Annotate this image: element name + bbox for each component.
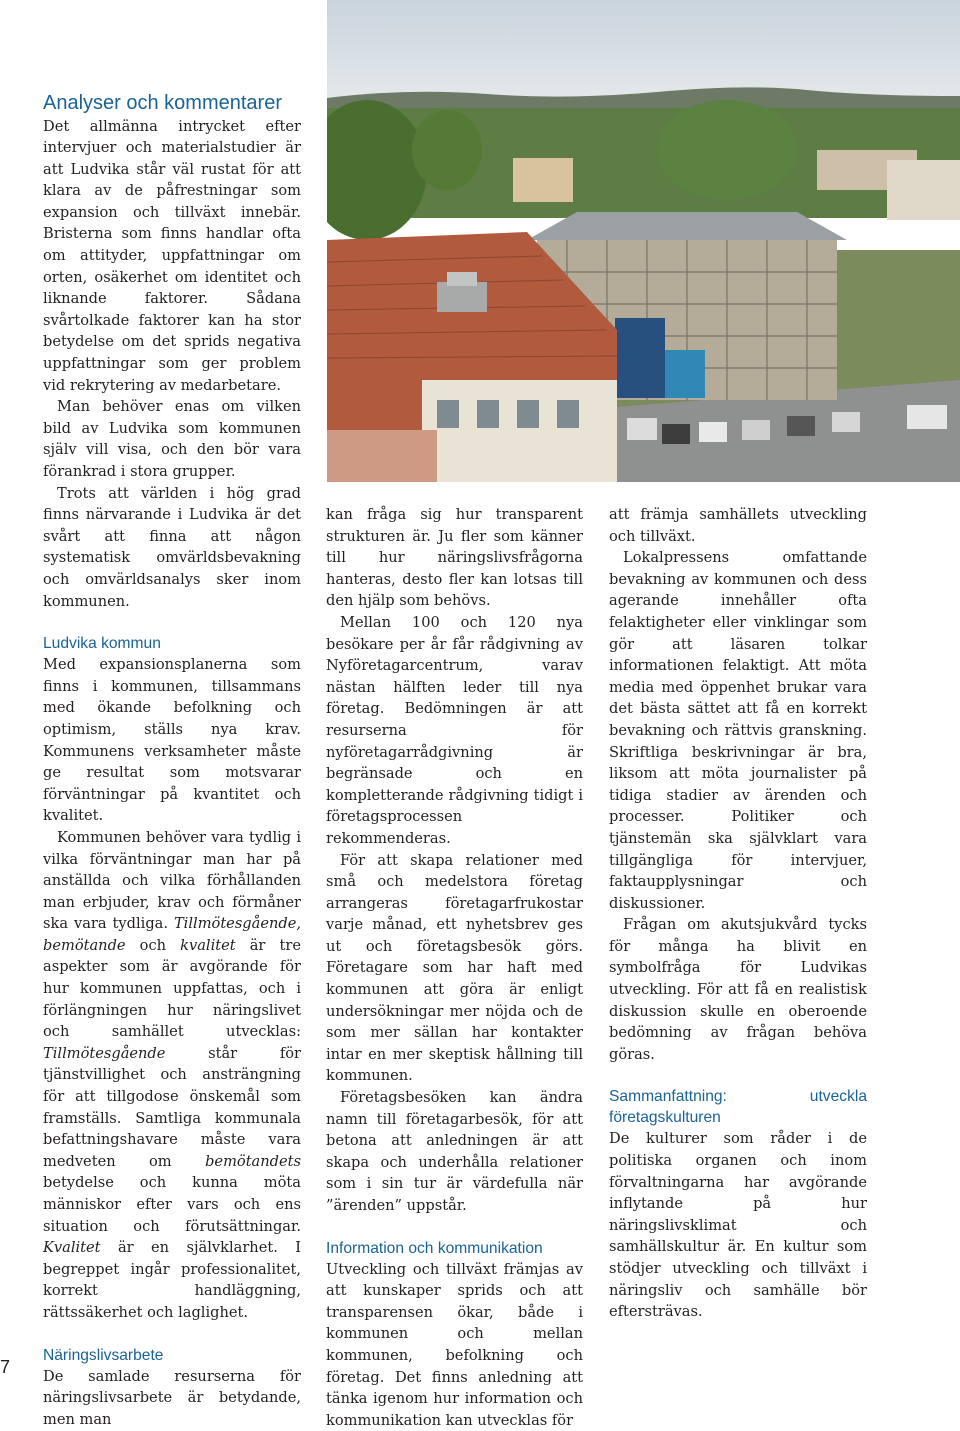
heading-information: Information och kommunikation xyxy=(326,1239,543,1257)
italic-term: Tillmötesgående xyxy=(43,1044,166,1062)
paragraph: Mellan 100 och 120 nya besökare per år får rådgivning av Nyföretagarcentrum, varav nästan hälften leder till nya företag. Bedömningen är att resurserna för nyföretagarrådgivning är begränsade och en kompletterande rådgivning tidigt i företagsprocessen rekommenderas. xyxy=(326,613,583,847)
paragraph: Man behöver enas om vilken bild av Ludvika som kommunen själv vill visa, och den bör vara förankrad i stora grupper. xyxy=(43,398,301,480)
italic-term: Kvalitet xyxy=(43,1239,101,1257)
text-column-3 xyxy=(609,504,867,1323)
paragraph: Det allmänna intrycket efter intervjuer och materialstudier är att Ludvika står väl rustat för att klara av de påfrestningar som expansion och tillväxt innebär. Bristerna som finns handlar ofta om attityder, uppfattningar om orten, osäkerhet om identitet och liknande faktorer. Sådana svårtolkade faktorer kan ha stor betydelse om det sprids negativa uppfattningar som ger problem vid rekrytering av medarbetare. xyxy=(43,117,301,394)
text-column-2 xyxy=(326,504,583,1431)
italic-term: kvalitet xyxy=(180,936,236,954)
paragraph: De samlade resurserna för näringslivsarbete är betydande, men man xyxy=(43,1367,301,1428)
paragraph: De kulturer som råder i de politiska organen och inom förvaltningarna har avgörande inflytande på hur näringslivsklimat och samhällskultur är. En kultur som stödjer utveckling och tillväxt i näringsliv och samhälle bör eftersträvas. xyxy=(609,1130,867,1321)
paragraph: Företagsbesöken kan ändra namn till företagarbesök, för att betona att anledningen är att skapa och underhålla relationer som i sin tur är värdefulla när ”ärenden” uppstår. xyxy=(326,1089,583,1214)
paragraph: Med expansionsplanerna som finns i kommunen, tillsammans med ökande befolkning och optimism, ställs nya krav. Kommunens verksamheter måste ge resultat som motsvarar förväntningar på kvantitet och kvalitet. xyxy=(43,656,301,825)
paragraph: kan fråga sig hur transparent strukturen är. Ju fler som känner till hur näringslivsfrågorna hanteras, desto fler kan lotsas till den hjälp som behövs. xyxy=(326,506,583,610)
italic-term: Tillmötesgående, bemötande xyxy=(43,915,301,954)
paragraph: Lokalpressens omfattande bevakning av kommunen och dess agerande innehåller ofta felaktigheter eller vinklingar som gör att läsaren tolkar informationen felaktigt. Att möta media med öppenhet brukar vara det bästa sättet att få en korrekt bevakning och rättvis granskning. Skriftliga beskrivningar är bra, liksom att möta journalister på tidiga stadier av ärenden och processer. Politiker och tjänstemän ska självklart vara tillgängliga för intervjuer, faktaupplysningar och diskussioner. xyxy=(609,549,867,912)
italic-term: bemötandets xyxy=(205,1152,301,1170)
heading-analyser: Analyser och kommentarer xyxy=(43,92,282,114)
paragraph: Trots att världen i hög grad finns närvarande i Ludvika är det svårt att finna att någon systematisk omvärldsbevakning och omvärldsanalys sker inom kommunen. xyxy=(43,484,301,610)
page-number: 7 xyxy=(0,1357,11,1377)
paragraph: Frågan om akutsjukvård tycks för många ha blivit en symbolfråga för Ludvikas utveckling. För att få en realistisk diskussion skulle en oberoende bedömning av frågan behöva göras. xyxy=(609,916,867,1063)
paragraph: Utveckling och tillväxt främjas av att kunskaper sprids och att transparensen ökar, både i kommunen och mellan kommunen, befolkning och företag. Det finns anledning att tänka igenom hur information och kommunikation kan utvecklas för xyxy=(326,1260,583,1429)
paragraph: att främja samhällets utveckling och tillväxt. xyxy=(609,506,867,545)
heading-sammanfattning: Sammanfattning: utveckla företagskulturen xyxy=(609,1088,867,1127)
construction-photo xyxy=(327,0,960,482)
heading-naringslivsarbete: Näringslivsarbete xyxy=(43,1346,164,1364)
paragraph: Kommunen behöver vara tydlig i vilka förväntningar man har på anställda och vilka förhållanden man erbjuder, krav och förmåner ska vara tydliga. Tillmötesgående, bemötande och kvalitet är tre aspekter som är avgörande för hur kommunen uppfattas, och i förlängningen hur näringslivet och samhället utvecklas: Tillmötesgående står för tjänstvillighet och ansträngning för att tillgodose önskemål som framställs. Samtliga kommunala befattningshavare måste vara medveten om bemötandets betydelse och kunna möta människor efter vars och ens situation och förutsättningar. Kvalitet är en självklarhet. I begreppet ingår professionalitet, korrekt handläggning, rättssäkerhet och laglighet. xyxy=(43,828,301,1321)
heading-ludvika-kommun: Ludvika kommun xyxy=(43,635,161,653)
text-column-1 xyxy=(43,92,301,1430)
paragraph: För att skapa relationer med små och medelstora företag arrangeras företagarfrukostar varje månad, ett nyhetsbrev ges ut och företagsbesök görs. Företagare som har haft med kommunen att göra är enligt undersökningar mer nöjda och de som mer sällan har kontakter intar en mer skeptisk hållning till kommunen. xyxy=(326,851,583,1085)
